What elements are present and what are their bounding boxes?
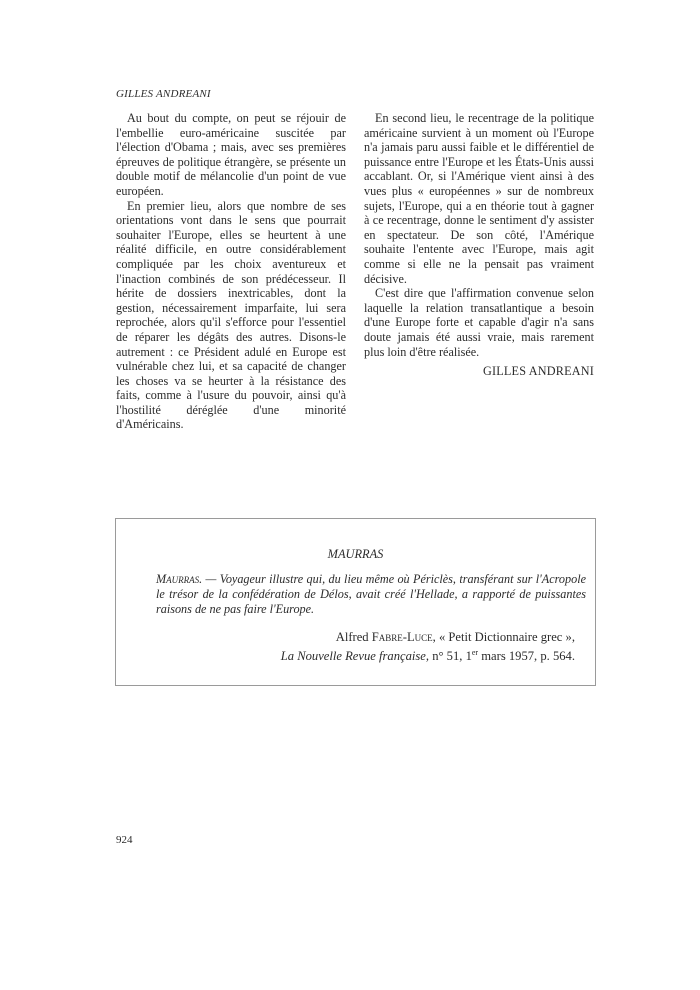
source-author-first: Alfred — [335, 630, 372, 644]
source-sup: er — [471, 648, 479, 657]
box-quote — [156, 572, 586, 617]
source-journal: La Nouvelle Revue française, — [280, 649, 430, 664]
author-signature: GILLES ANDREANI — [483, 364, 594, 379]
quote-lead: Maurras. — [156, 572, 203, 586]
source-line-2 — [281, 645, 575, 664]
source-author-last: Fabre-Luce — [371, 630, 433, 644]
paragraph: C'est dire que l'affirmation convenue selon laquelle la relation transatlantique a besoin d'une Europe forte et capable d'agir n'a sans doute jamais été aussi vraie, mais rarement plus loin d'être réalisée. — [364, 286, 594, 359]
paragraph: En second lieu, le recentrage de la politique américaine survient à un moment où l'Europe n'a jamais paru aussi faible et le différentiel de puissance entre l'Europe et les États-Unis aussi accablant. Or, si l'Amérique vient ainsi à des vues plus « européennes » sur de nombreux sujets, l'Europe, qui a en théorie tout à gagner à ce recentrage, donne le sentiment d'y assister en spectateur. De son côté, l'Amérique souhaite l'entente avec l'Europe, mais agit comme si elle ne la pensait pas vraiment décisive. — [364, 111, 594, 286]
quotation-box — [115, 518, 596, 686]
page-number: 924 — [116, 834, 133, 846]
running-head: GILLES ANDREANI — [116, 88, 211, 100]
box-title: MAURRAS — [327, 547, 384, 561]
source-date: mars 1957, p. 564. — [478, 649, 575, 664]
quote-source — [281, 629, 575, 664]
article-column-left — [116, 111, 346, 432]
source-line-1 — [281, 629, 575, 645]
quote-text: — Voyageur illustre qui, du lieu même où Périclès, transférant sur l'Acropole le trésor de la confédération de Délos, avait créé l'Hellade, a rapporté de puissantes raisons de ne pas faire l'Europe. — [156, 572, 586, 616]
article-column-right — [364, 111, 594, 379]
paragraph: En premier lieu, alors que nombre de ses orientations vont dans le sens que pourrait souhaiter l'Europe, elles se heurtent à une réalité difficile, en outre considérablement compliquée par les choix aventureux et l'inaction combinés de son prédécesseur. Il hérite de dossiers inextricables, dont la gestion, nécessairement imparfaite, lui sera reprochée, alors qu'il s'efforce pour l'essentiel de réparer les dégâts des autres. Disons-le autrement : ce Président adulé en Europe est vulnérable chez lui, et sa capacité de changer les choses va se heurter à la résistance des faits, comme à l'usure du pouvoir, ainsi qu'à l'hostilité déréglée d'une minorité d'Américains. — [116, 198, 346, 432]
source-issue: n° 51, 1 — [429, 649, 472, 664]
paragraph: Au bout du compte, on peut se réjouir de l'embellie euro-américaine suscitée par l'élection d'Obama ; mais, avec ses premières épreuves de politique étrangère, se présente un double motif de mélancolie d'un point de vue européen. — [116, 111, 346, 198]
source-title: , « Petit Dictionnaire grec », — [432, 630, 575, 644]
